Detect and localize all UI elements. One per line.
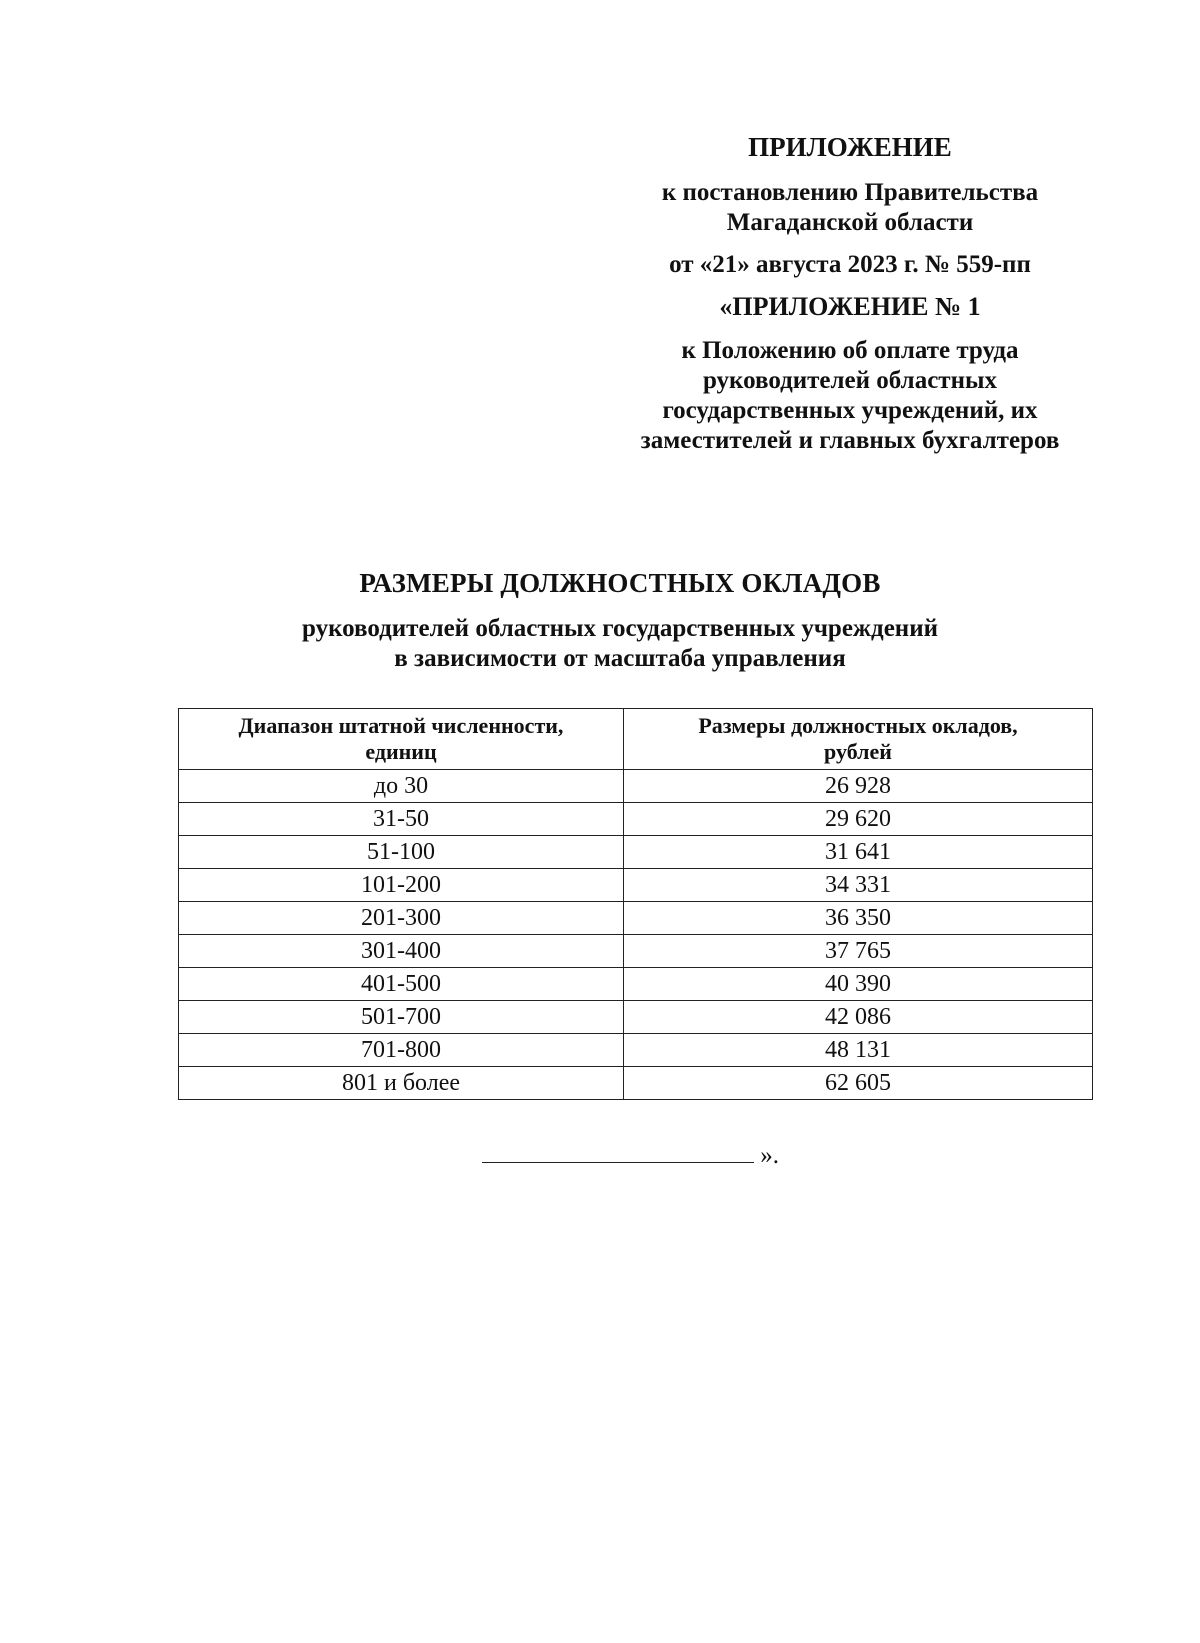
document-subtitle [0, 614, 1200, 674]
document-title: РАЗМЕРЫ ДОЛЖНОСТНЫХ ОКЛАДОВ [359, 568, 881, 598]
range-cell: до 30 [179, 770, 624, 803]
table-row [179, 935, 1093, 968]
range-cell: 501-700 [179, 1001, 624, 1034]
header-range-line2: единиц [365, 739, 437, 764]
regulation-line: заместителей и главных бухгалтеров [640, 427, 1060, 454]
closing-mark [482, 1140, 779, 1170]
range-cell: 701-800 [179, 1034, 624, 1067]
header-salary [624, 709, 1093, 770]
table-row [179, 1034, 1093, 1067]
subtitle-line: в зависимости от масштаба управления [394, 645, 846, 672]
salary-cell: 31 641 [624, 836, 1093, 869]
appendix-header [600, 132, 1100, 456]
appendix-reference [600, 178, 1100, 238]
salary-cell: 48 131 [624, 1034, 1093, 1067]
regulation-line: к Положению об оплате труда [681, 337, 1019, 364]
range-cell: 801 и более [179, 1067, 624, 1100]
regulation-line: руководителей областных [702, 367, 998, 394]
appendix-ref-line: Магаданской области [726, 209, 974, 236]
header-range [179, 709, 624, 770]
header-salary-line1: Размеры должностных окладов, [698, 713, 1018, 738]
header-range-line1: Диапазон штатной численности, [238, 713, 564, 738]
subtitle-line: руководителей областных государственных учреждений [302, 615, 938, 642]
salary-cell: 37 765 [624, 935, 1093, 968]
salary-cell: 42 086 [624, 1001, 1093, 1034]
table-row [179, 1001, 1093, 1034]
table-row [179, 968, 1093, 1001]
salary-cell: 36 350 [624, 902, 1093, 935]
table-row [179, 803, 1093, 836]
salary-cell: 34 331 [624, 869, 1093, 902]
salary-cell: 40 390 [624, 968, 1093, 1001]
appendix-date: от «21» августа 2023 г. № 559-пп [669, 251, 1031, 278]
closing-rule [482, 1140, 754, 1163]
salary-cell: 26 928 [624, 770, 1093, 803]
range-cell: 31-50 [179, 803, 624, 836]
table-row [179, 869, 1093, 902]
range-cell: 51-100 [179, 836, 624, 869]
appendix-ref-line: к постановлению Правительства [661, 179, 1039, 206]
regulation-reference [600, 336, 1100, 456]
table-row [179, 836, 1093, 869]
table-row [179, 770, 1093, 803]
table-header-row [179, 709, 1093, 770]
range-cell: 101-200 [179, 869, 624, 902]
salary-cell: 29 620 [624, 803, 1093, 836]
table-row [179, 902, 1093, 935]
closing-quote: ». [760, 1142, 779, 1169]
table-row [179, 1067, 1093, 1100]
appendix-title: ПРИЛОЖЕНИЕ [748, 132, 952, 162]
salary-cell: 62 605 [624, 1067, 1093, 1100]
header-salary-line2: рублей [824, 739, 892, 764]
range-cell: 301-400 [179, 935, 624, 968]
salary-table [178, 708, 1093, 1100]
range-cell: 201-300 [179, 902, 624, 935]
regulation-line: государственных учреждений, их [662, 397, 1038, 424]
appendix-number: «ПРИЛОЖЕНИЕ № 1 [719, 292, 981, 321]
range-cell: 401-500 [179, 968, 624, 1001]
